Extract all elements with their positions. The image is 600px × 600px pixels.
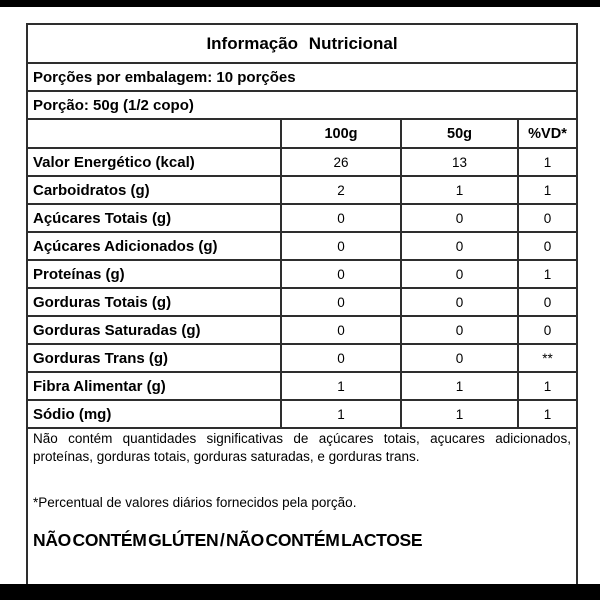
- column-header-row: [27, 119, 577, 148]
- value-50g: 0: [401, 232, 518, 260]
- value-100g: 0: [281, 288, 401, 316]
- value-50g: 0: [401, 260, 518, 288]
- allergen-claim: NÃO CONTÉM GLÚTEN / NÃO CONTÉM LACTOSE: [33, 530, 423, 550]
- page-title: Informação Nutricional: [27, 24, 577, 63]
- value-vd: 0: [518, 288, 577, 316]
- value-50g: 1: [401, 400, 518, 428]
- servings-per-package: Porções por embalagem: 10 porções: [27, 63, 577, 91]
- value-vd: 0: [518, 316, 577, 344]
- table-row-protein: [27, 260, 577, 288]
- row-label: Gorduras Trans (g): [27, 344, 281, 372]
- value-100g: 0: [281, 260, 401, 288]
- table-row-trans-fat: [27, 344, 577, 372]
- table-row-sodium: [27, 400, 577, 428]
- serving-size: Porção: 50g (1/2 copo): [27, 91, 577, 119]
- header-50g: 50g: [401, 119, 518, 148]
- table-row-energy: [27, 148, 577, 176]
- row-label: Carboidratos (g): [27, 176, 281, 204]
- value-50g: 1: [401, 176, 518, 204]
- table-row-fiber: [27, 372, 577, 400]
- value-100g: 0: [281, 232, 401, 260]
- table-row-saturated-fat: [27, 316, 577, 344]
- value-50g: 0: [401, 288, 518, 316]
- value-100g: 2: [281, 176, 401, 204]
- table-row-added-sugars: [27, 232, 577, 260]
- value-50g: 1: [401, 372, 518, 400]
- row-label: Proteínas (g): [27, 260, 281, 288]
- bottom-black-bar: [0, 584, 600, 600]
- value-vd: 1: [518, 148, 577, 176]
- row-label: Gorduras Saturadas (g): [27, 316, 281, 344]
- value-50g: 0: [401, 344, 518, 372]
- value-vd: 1: [518, 372, 577, 400]
- title-row: [27, 24, 577, 63]
- top-black-bar: [0, 0, 600, 7]
- footer-row: [27, 428, 577, 593]
- value-100g: 1: [281, 400, 401, 428]
- header-100g: 100g: [281, 119, 401, 148]
- value-vd: 0: [518, 204, 577, 232]
- row-label: Açúcares Totais (g): [27, 204, 281, 232]
- table-row-total-sugars: [27, 204, 577, 232]
- footer-cell: [27, 428, 577, 593]
- disclaimer-text: Não contém quantidades significativas de açúcares totais, açucares adicionados, proteínas, gorduras totais, gorduras saturadas, e gorduras trans.: [33, 431, 572, 464]
- value-vd: 1: [518, 176, 577, 204]
- value-100g: 0: [281, 316, 401, 344]
- value-50g: 13: [401, 148, 518, 176]
- row-label: Gorduras Totais (g): [27, 288, 281, 316]
- value-100g: 26: [281, 148, 401, 176]
- header-vd: %VD*: [518, 119, 577, 148]
- value-50g: 0: [401, 204, 518, 232]
- value-100g: 1: [281, 372, 401, 400]
- table-row-total-fat: [27, 288, 577, 316]
- table-row-carbs: [27, 176, 577, 204]
- nutrition-facts-table: [26, 23, 578, 594]
- value-50g: 0: [401, 316, 518, 344]
- value-vd: **: [518, 344, 577, 372]
- value-vd: 0: [518, 232, 577, 260]
- row-label: Açúcares Adicionados (g): [27, 232, 281, 260]
- daily-value-footnote: *Percentual de valores diários fornecidos pela porção.: [33, 495, 357, 510]
- value-vd: 1: [518, 400, 577, 428]
- serving-size-row: [27, 91, 577, 119]
- header-empty-cell: [27, 119, 281, 148]
- row-label: Fibra Alimentar (g): [27, 372, 281, 400]
- row-label: Valor Energético (kcal): [27, 148, 281, 176]
- servings-row: [27, 63, 577, 91]
- value-100g: 0: [281, 204, 401, 232]
- value-vd: 1: [518, 260, 577, 288]
- value-100g: 0: [281, 344, 401, 372]
- row-label: Sódio (mg): [27, 400, 281, 428]
